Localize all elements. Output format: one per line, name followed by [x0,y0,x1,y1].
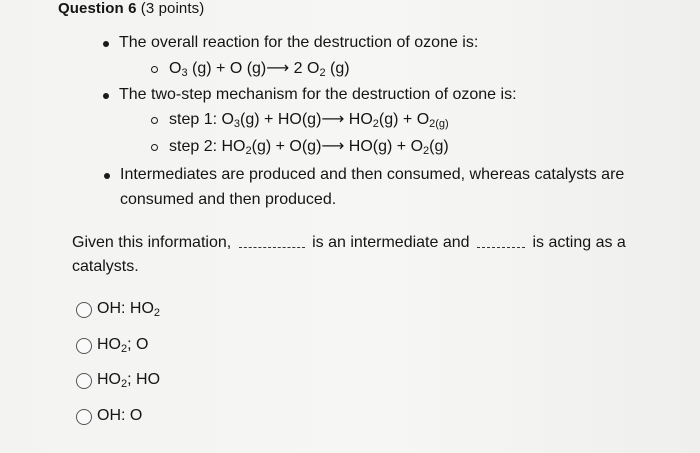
bullet-definition-continued [120,191,336,209]
bullet-text: The two-step mechanism for the destruction of ozone is: [119,86,517,103]
bullet-dot-icon [103,41,109,47]
question-prompt: Given this information, is an intermediate and is acting as a catalysts. [72,234,626,275]
radio-button[interactable] [76,302,92,318]
sub-bullet-circle-icon [151,144,158,151]
bullet-mechanism [119,86,517,104]
bullet-text: Intermediates are produced and then consumed, whereas catalysts are [120,166,625,183]
radio-button[interactable] [76,409,92,425]
reaction-arrow-icon: ⟶ [321,138,345,155]
option-1[interactable] [76,300,160,319]
sub-bullet-circle-icon [151,117,158,124]
bullet-definition [120,166,624,184]
option-3[interactable] [76,371,160,390]
question-number: Question 6 [58,0,137,17]
bullet-overall-reaction [119,34,478,52]
bullet-text: consumed and then produced. [120,191,337,208]
overall-reaction-equation: $O_3$ (g) + O (g)⟶ 2 $O_2$ (g) [169,60,350,82]
option-label: OH: $HO_2$ [97,300,161,319]
bullet-dot-icon [103,93,109,99]
reaction-arrow-icon: ⟶ [266,60,290,77]
mechanism-step-1: step 1: $O_3(g)$ + HO(g)⟶ $HO_2(g) + O_{2(g)}$ [169,111,449,133]
question-title [58,0,204,17]
answer-blank [477,237,525,248]
option-label: OH: O [97,407,143,424]
mechanism-step-2: step 2: $HO_2(g)$ + O(g)⟶ $HO(g) + O_2(g)$ [169,138,449,160]
radio-button[interactable] [76,338,92,354]
option-4[interactable] [76,407,142,426]
option-label: $HO_2$; HO [97,371,161,390]
option-label: $HO_2$; O [97,336,149,355]
reaction-arrow-icon: ⟶ [321,111,345,128]
answer-blank [239,237,305,248]
radio-button[interactable] [76,373,92,389]
sub-bullet-circle-icon [151,66,158,73]
bullet-text: The overall reaction for the destruction of ozone is: [119,34,479,51]
option-2[interactable] [76,336,148,355]
question-points: (3 points) [140,0,205,17]
bullet-dot-icon [104,173,110,179]
